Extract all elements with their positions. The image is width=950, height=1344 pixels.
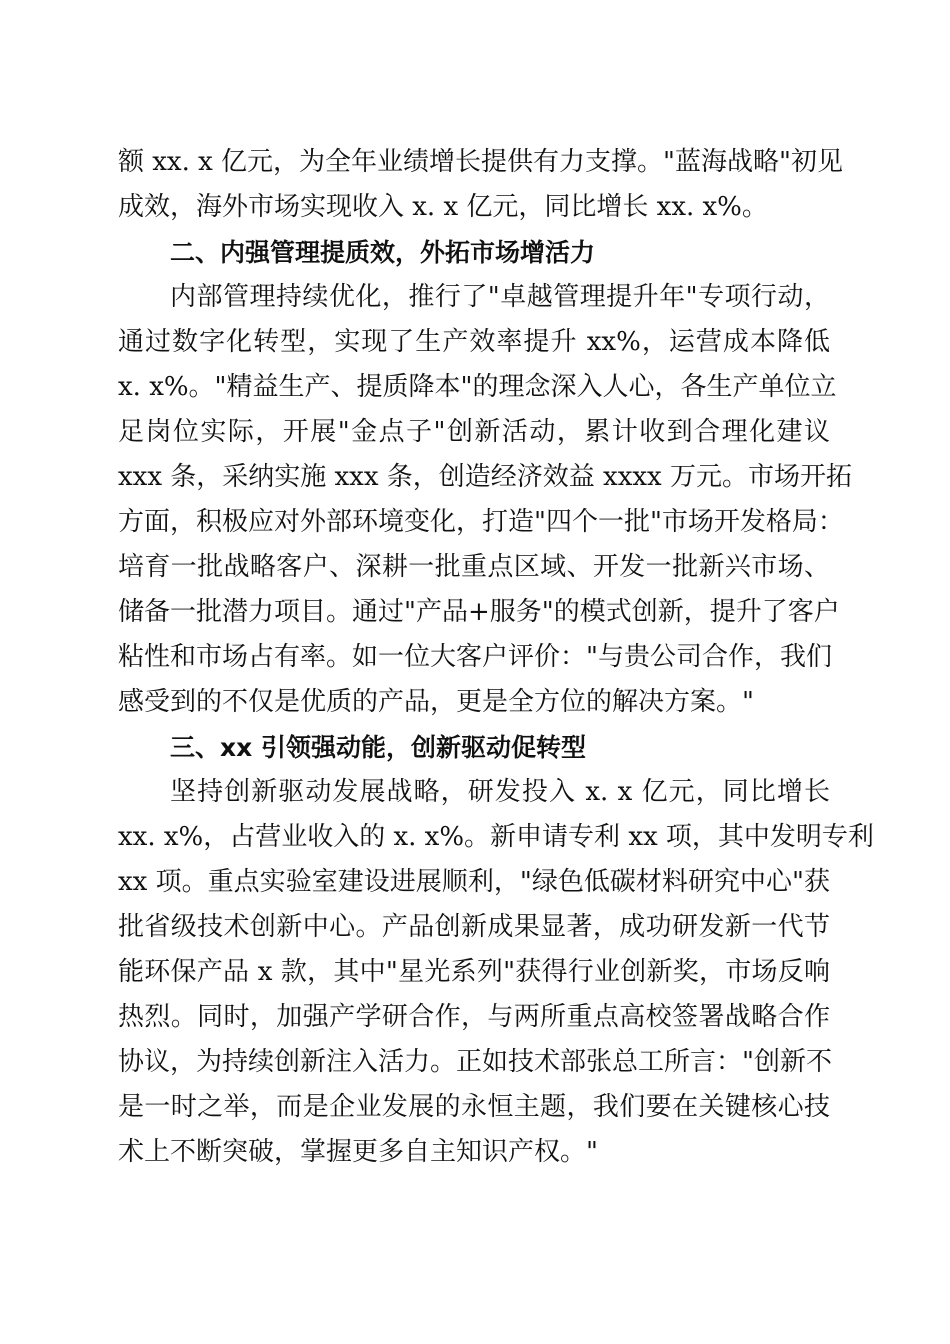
paragraph-line: 方面，积极应对外部环境变化，打造"四个一批"市场开发格局：: [118, 507, 844, 537]
paragraph-line: xx 项。重点实验室建设进展顺利，"绿色低碳材料研究中心"获: [118, 867, 830, 897]
paragraph-line: 储备一批潜力项目。通过"产品+服务"的模式创新，提升了客户: [118, 597, 840, 627]
paragraph-line: 坚持创新驱动发展战略，研发投入 x. x 亿元，同比增长: [170, 777, 830, 807]
paragraph-line: 协议，为持续创新注入活力。正如技术部张总工所言："创新不: [118, 1047, 832, 1077]
paragraph-line: 能环保产品 x 款，其中"星光系列"获得行业创新奖，市场反响: [118, 957, 830, 987]
paragraph-line: 术上不断突破，掌握更多自主知识产权。": [118, 1137, 598, 1167]
section-heading-two: 二、内强管理提质效，外拓市场增活力: [170, 238, 596, 267]
paragraph-line: 内部管理持续优化，推行了"卓越管理提升年"专项行动，: [170, 282, 830, 312]
paragraph-line: 感受到的不仅是优质的产品，更是全方位的解决方案。": [118, 687, 754, 717]
paragraph-line: 通过数字化转型，实现了生产效率提升 xx%，运营成本降低: [118, 327, 830, 357]
paragraph-line: 是一时之举，而是企业发展的永恒主题，我们要在关键核心技: [118, 1092, 830, 1122]
paragraph-line: 额 xx. x 亿元，为全年业绩增长提供有力支撑。"蓝海战略"初见: [118, 147, 843, 177]
section-heading-three: 三、xx 引领强动能，创新驱动促转型: [170, 733, 586, 762]
paragraph-line: 热烈。同时，加强产学研合作，与两所重点高校签署战略合作: [118, 1002, 830, 1032]
paragraph-line: 成效，海外市场实现收入 x. x 亿元，同比增长 xx. x%。: [118, 192, 768, 222]
paragraph-line: 批省级技术创新中心。产品创新成果显著，成功研发新一代节: [118, 912, 830, 942]
paragraph-line: x. x%。"精益生产、提质降本"的理念深入人心，各生产单位立: [118, 372, 837, 402]
paragraph-line: xx. x%，占营业收入的 x. x%。新申请专利 xx 项，其中发明专利: [118, 822, 874, 852]
paragraph-line: 培育一批战略客户、深耕一批重点区域、开发一批新兴市场、: [118, 552, 830, 582]
paragraph-line: 足岗位实际，开展"金点子"创新活动，累计收到合理化建议: [118, 417, 830, 447]
paragraph-line: xxx 条，采纳实施 xxx 条，创造经济效益 xxxx 万元。市场开拓: [118, 462, 852, 492]
paragraph-line: 粘性和市场占有率。如一位大客户评价："与贵公司合作，我们: [118, 642, 832, 672]
